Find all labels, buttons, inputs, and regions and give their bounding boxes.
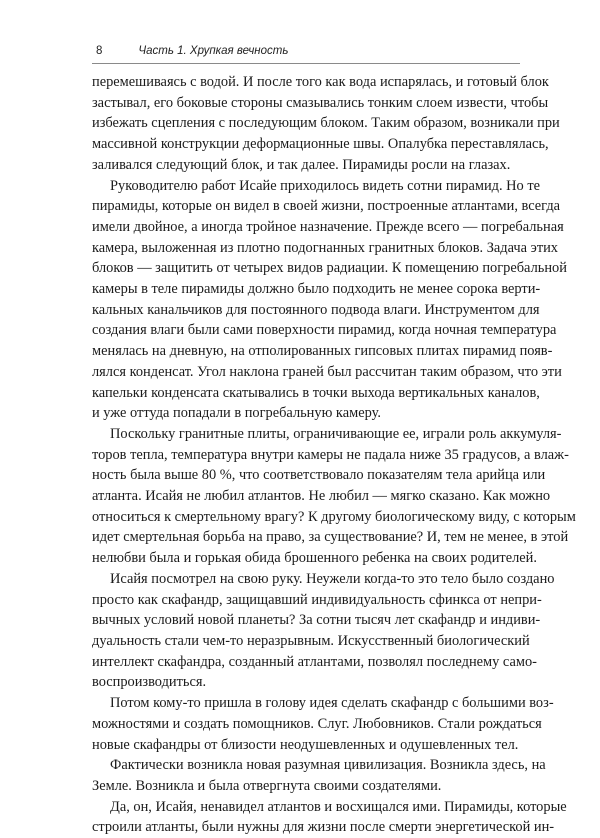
- text-line: можностями и создать помощников. Слуг. Любовников. Стали рождаться: [92, 715, 542, 732]
- text-line: камеры в теле пирамиды должно было подходить не менее сорока верти-: [92, 281, 541, 298]
- text-line: камера, выложенная из плотно подогнанных гранитных блоков. Задача этих: [92, 239, 559, 256]
- text-line: и уже оттуда попадали в погребальную камеру.: [92, 405, 381, 422]
- paragraph: [92, 755, 546, 796]
- text-line: застывал, его боковые стороны смазывались тонким слоем извести, чтобы: [92, 94, 549, 111]
- paragraph: [92, 693, 554, 755]
- text-line: просто как скафандр, защищавший индивидуальность сфинкса от непри-: [92, 591, 542, 608]
- text-line: строили атланты, были нужны для жизни после смерти энергетической ин-: [92, 819, 555, 836]
- text-line: интеллект скафандра, созданный атлантами, позволял последнему само-: [92, 653, 537, 670]
- text-line: менялась на дневную, на отполированных гипсовых плитах пирамид появ-: [92, 343, 553, 360]
- paragraph: [92, 176, 567, 424]
- text-line: Руководителю работ Исайе приходилось видеть сотни пирамид. Но те: [110, 177, 541, 194]
- text-line: нелюбви была и горькая обида брошенного ребенка на своих родителей.: [92, 550, 537, 567]
- paragraph: [92, 72, 560, 176]
- text-line: воспроизводиться.: [92, 674, 207, 691]
- page-number: 8: [96, 45, 103, 57]
- text-line: дуальность стали чем-то неразрывным. Искусственный биологический: [92, 632, 530, 649]
- text-line: Исайя посмотрел на свою руку. Неужели когда-то это тело было создано: [110, 570, 555, 587]
- text-line: Поскольку гранитные плиты, ограничивающие ее, играли роль аккумуля-: [110, 425, 562, 442]
- body-text: [92, 72, 576, 838]
- text-line: лялся конденсат. Угол наклона граней был рассчитан таким образом, что эти: [92, 363, 562, 380]
- text-line: Земле. Возникла и была отвергнута своими создателями.: [92, 777, 442, 794]
- paragraph: [92, 424, 576, 569]
- paragraph: [92, 797, 567, 838]
- text-line: избежать сцепления с последующим блоком. Таким образом, возникали при: [92, 115, 560, 132]
- paragraph: [92, 569, 555, 693]
- running-header: [96, 45, 288, 57]
- text-line: относиться к смертельному врагу? К другому биологическому виду, с которым: [92, 508, 576, 525]
- text-line: Фактически возникла новая разумная цивилизация. Возникла здесь, на: [110, 757, 546, 774]
- text-line: новые скафандры от близости неодушевленных и одушевленных тел.: [92, 736, 519, 753]
- part-title: Часть 1. Хрупкая вечность: [138, 45, 289, 57]
- text-line: капельки конденсата скатывались в точки выхода вертикальных каналов,: [92, 384, 540, 401]
- text-line: Да, он, Исайя, ненавидел атлантов и восхищался ими. Пирамиды, которые: [110, 798, 567, 815]
- text-line: ность была выше 80 %, что соответствовало показателям тела арийца или: [92, 467, 546, 484]
- text-line: создания влаги были сами поверхности пирамид, когда ночная температура: [92, 322, 557, 339]
- text-line: Потом кому-то пришла в голову идея сделать скафандр с большими воз-: [110, 695, 554, 712]
- header-rule: [92, 63, 520, 64]
- text-line: блоков — защитить от четырех видов радиации. К помещению погребальной: [92, 260, 567, 277]
- text-line: пирамиды, которые он видел в своей жизни, построенные атлантами, всегда: [92, 198, 561, 215]
- text-line: имели двойное, а иногда тройное назначение. Прежде всего — погребальная: [92, 218, 564, 235]
- text-line: вычных условий новой планеты? За сотни тысяч лет скафандр и индиви-: [92, 612, 541, 629]
- text-line: идет смертельная борьба на право, за существование? И, тем не менее, в этой: [92, 529, 569, 546]
- text-line: заливался следующий блок, и так далее. Пирамиды росли на глазах.: [92, 156, 511, 173]
- text-line: массивной конструкции деформационные швы. Опалубка переставлялась,: [92, 136, 549, 153]
- text-line: атланта. Исайя не любил атлантов. Не любил — мягко сказано. Как можно: [92, 488, 551, 505]
- text-line: торов тепла, температура внутри камеры не падала ниже 35 градусов, а влаж-: [92, 446, 569, 463]
- text-line: кальных канальчиков для постоянного подвода влаги. Инструментом для: [92, 301, 540, 318]
- text-line: перемешиваясь с водой. И после того как вода испарялась, и готовый блок: [92, 74, 549, 90]
